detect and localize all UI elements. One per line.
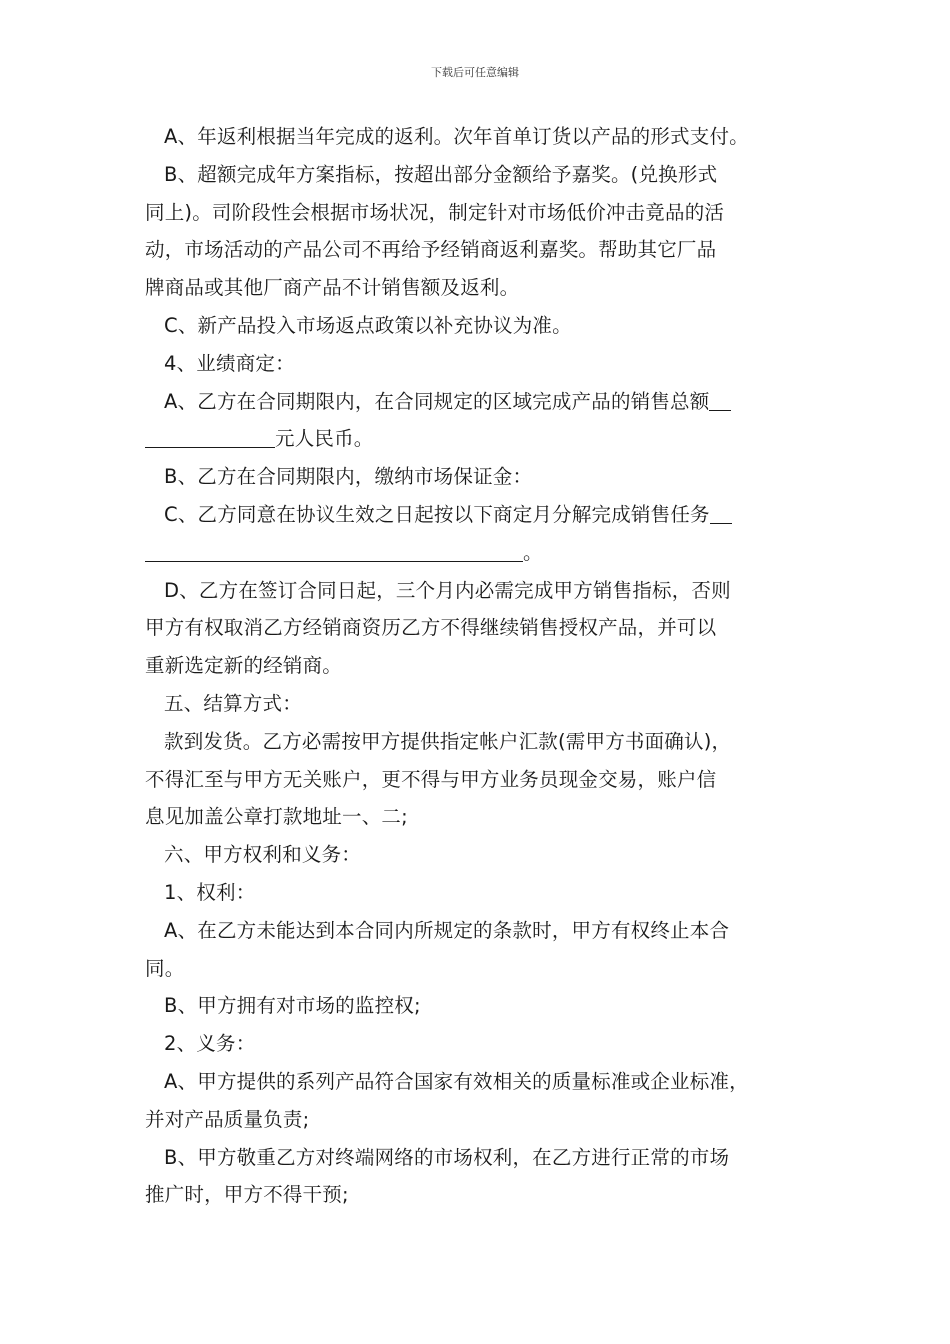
text-line: B、超额完成年方案指标，按超出部分金额给予嘉奖。(兑换形式 (164, 162, 718, 186)
fill-in-blank[interactable] (709, 389, 731, 410)
section-heading: 4、业绩商定： (164, 351, 295, 375)
text-segment: 元人民币。 (275, 427, 374, 451)
text-line-with-blank (145, 496, 815, 534)
fill-in-blank[interactable] (145, 540, 523, 561)
text-line: A、在乙方未能达到本合同内所规定的条款时，甲方有权终止本合 (164, 918, 730, 942)
text-line: C、新产品投入市场返点政策以补充协议为准。 (164, 313, 572, 337)
text-line: 同。 (145, 956, 185, 980)
text-line: 动，市场活动的产品公司不再给予经销商返利嘉奖。帮助其它厂品 (145, 238, 717, 262)
text-line-with-blank (145, 534, 815, 572)
section-heading: 五、结算方式： (164, 691, 302, 715)
text-line: A、年返利根据当年完成的返利。次年首单订货以产品的形式支付。 (164, 125, 749, 148)
text-line: 牌商品或其他厂商产品不计销售额及返利。 (145, 276, 520, 300)
text-line: 甲方有权取消乙方经销商资历乙方不得继续销售授权产品，并可以 (145, 616, 717, 640)
text-line: B、乙方在合同期限内，缴纳市场保证金： (164, 465, 533, 489)
text-segment: A、乙方在合同期限内，在合同规定的区域完成产品的销售总额 (164, 389, 710, 413)
text-line: 并对产品质量负责; (145, 1107, 310, 1131)
section-heading: 1、权利： (164, 880, 256, 904)
text-line: 推广时，甲方不得干预; (145, 1183, 349, 1207)
text-line-with-blank (145, 420, 815, 458)
text-line: A、甲方提供的系列产品符合国家有效相关的质量标准或企业标准， (164, 1069, 749, 1093)
text-line: 不得汇至与甲方无关账户，更不得与甲方业务员现金交易，账户信 (145, 767, 717, 791)
text-line: 款到发货。乙方必需按甲方提供指定帐户汇款(需甲方书面确认)， (164, 729, 732, 753)
text-line: 同上)。司阶段性会根据市场状况，制定针对市场低价冲击竟品的活 (145, 200, 725, 224)
text-line: B、甲方敬重乙方对终端网络的市场权利，在乙方进行正常的市场 (164, 1145, 730, 1169)
section-heading: 六、甲方权利和义务： (164, 843, 362, 867)
text-line-with-blank (145, 383, 815, 421)
text-line: 重新选定新的经销商。 (145, 654, 343, 678)
fill-in-blank[interactable] (710, 502, 732, 523)
fill-in-blank[interactable] (145, 427, 275, 448)
text-segment: 。 (523, 540, 543, 564)
contract-body (145, 118, 815, 1214)
section-heading: 2、义务： (164, 1032, 256, 1056)
text-segment: C、乙方同意在协议生效之日起按以下商定月分解完成销售任务 (164, 502, 710, 526)
text-line: 息见加盖公章打款地址一、二; (145, 805, 408, 829)
text-line: D、乙方在签订合同日起，三个月内必需完成甲方销售指标，否则 (164, 578, 731, 602)
page-header: 下载后可任意编辑 (431, 66, 519, 79)
text-line: B、甲方拥有对市场的监控权; (164, 994, 421, 1018)
